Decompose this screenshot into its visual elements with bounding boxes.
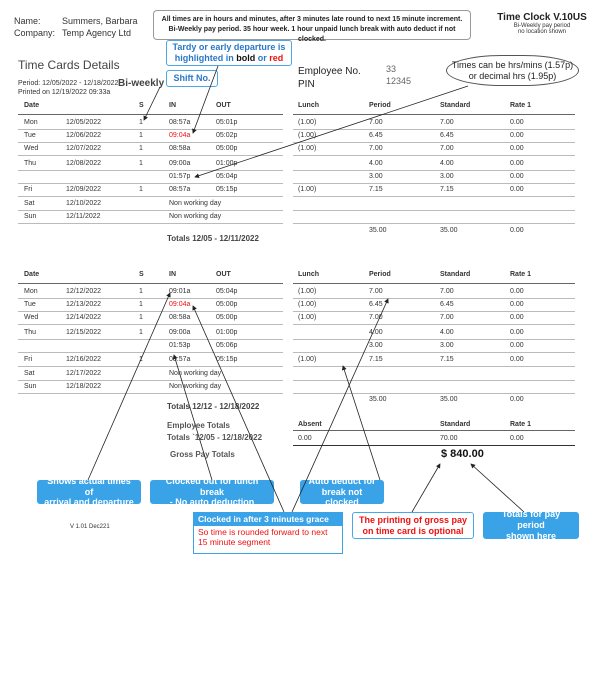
cell-period: 6.45 [369,301,383,308]
row-divider [293,183,575,184]
tardy-or: or [257,53,267,63]
cell-in: 08:58a [169,145,191,152]
cell-in: 09:00a [169,160,191,167]
cell-standard: 6.45 [440,132,454,139]
cell-rate: 0.00 [510,356,524,363]
week-total-rate: 0.00 [510,227,524,234]
tardy-text: highlighted in [174,53,234,63]
cell-day: Thu [24,160,37,167]
row-divider [293,129,575,130]
row-divider [18,170,283,171]
totals-range-label: Totals `12/05 - 12/18/2022 [167,433,263,442]
row-divider [293,223,575,224]
cell-day: Thu [24,329,37,336]
header-divider-right [293,114,575,115]
header-divider-right [293,283,575,284]
company-label: Company: [14,28,56,38]
hrs-line-1: Times can be hrs/mins (1.57p) [451,59,574,70]
absent-header: Absent [298,421,322,428]
row-divider [18,142,283,143]
row-divider [18,298,283,299]
row-divider [18,223,283,224]
app-title-block [492,12,592,35]
gross-line-2: on time card is optional [362,525,464,536]
period-text: Period: 12/05/2022 - 12/18/2022 [18,80,119,87]
employee-no-label: Employee No. [298,66,361,77]
col-header-period: Period [369,102,391,109]
row-divider [293,311,575,312]
cell-in: Non working day [169,370,222,377]
row-divider [18,183,283,184]
row-divider [18,210,283,211]
cell-standard: 7.15 [440,356,454,363]
cell-s: 1 [139,132,143,139]
cell-lunch: (1.00) [298,301,317,308]
col-header-s: S [139,271,144,278]
row-divider [293,196,575,197]
standard-header-summary: Standard [440,421,471,428]
cell-in: 08:57a [169,119,191,126]
header-divider-left [18,283,283,284]
cell-in: 08:58a [169,314,191,321]
row-divider [293,170,575,171]
company-value: Temp Agency Ltd [62,28,132,38]
cell-rate: 0.00 [510,288,524,295]
row-divider [293,352,575,353]
week-total-rate: 0.00 [510,396,524,403]
cell-s: 1 [139,356,143,363]
cell-day: Mon [24,288,38,295]
cell-rate: 0.00 [510,186,524,193]
pin-label: PIN [298,79,315,90]
cell-rate: 0.00 [510,132,524,139]
cell-day: Fri [24,356,33,363]
cell-standard: 6.45 [440,301,454,308]
row-divider [293,324,575,325]
cell-out: 05:04p [216,288,238,295]
col-header-standard: Standard [440,102,471,109]
cell-in: 09:01a [169,288,191,295]
cell-out: 05:15p [216,186,238,193]
col-header-rate: Rate 1 [510,102,532,109]
cell-date: 12/09/2022 [66,186,102,193]
notice-line-2: Bi-Weekly pay period. 35 hour week. 1 hour unpaid lunch break with auto deduct if not clocked. [168,25,456,43]
cell-in: Non working day [169,213,222,220]
row-divider [18,393,283,394]
cell-lunch: (1.00) [298,119,317,126]
week-total-period: 35.00 [369,396,387,403]
cell-date: 12/05/2022 [66,119,102,126]
cell-in: 09:00a [169,329,191,336]
cell-standard: 4.00 [440,160,454,167]
name-label: Name: [14,16,41,26]
cell-lunch: (1.00) [298,356,317,363]
cell-period: 7.15 [369,356,383,363]
cell-out: 05:00p [216,145,238,152]
auto-line-2: break not clocked [321,486,363,508]
name-value: Summers, Barbara [62,16,138,26]
cell-s: 1 [139,301,143,308]
cell-day: Sun [24,383,37,390]
cell-in: 08:57a [169,356,191,363]
cell-rate: 0.00 [510,342,524,349]
col-header-period: Period [369,271,391,278]
cell-date: 12/15/2022 [66,329,102,336]
row-divider [18,352,283,353]
lunch-callout [150,475,274,508]
tardy-line-1: Tardy or early departure is [172,42,286,53]
cell-date: 12/16/2022 [66,356,102,363]
col-header-s: S [139,102,144,109]
cell-rate: 0.00 [510,173,524,180]
cell-out: 05:00p [216,314,238,321]
cell-day: Wed [24,145,39,152]
auto-line-1: Auto deduct for [308,475,376,486]
cell-date: 12/13/2022 [66,301,102,308]
cell-period: 6.45 [369,132,383,139]
rate-header-summary: Rate 1 [510,421,532,428]
row-divider [18,380,283,381]
row-divider [293,339,575,340]
cell-date: 12/10/2022 [66,200,102,207]
cell-out: 01:00p [216,329,238,336]
cell-lunch: (1.00) [298,314,317,321]
cell-out: 05:02p [216,132,238,139]
gross-arrow [412,464,440,512]
cell-period: 7.00 [369,314,383,321]
tardy-red: red [269,53,284,63]
cell-date: 12/14/2022 [66,314,102,321]
cell-in: 09:04a [169,132,191,139]
row-divider [293,298,575,299]
col-header-rate: Rate 1 [510,271,532,278]
week-totals-label: Totals 12/05 - 12/11/2022 [167,234,259,243]
col-header-in: IN [169,102,176,109]
row-divider [18,155,283,156]
row-divider [18,196,283,197]
cell-day: Tue [24,301,36,308]
pin-value: 12345 [386,76,412,86]
totals-line-2: shown here [505,530,556,541]
cell-in: 01:57p [169,173,191,180]
cell-date: 12/11/2022 [66,213,101,220]
employee-totals-label: Employee Totals [167,421,230,430]
cell-lunch: (1.00) [298,132,317,139]
cell-s: 1 [139,329,143,336]
cell-date: 12/17/2022 [66,370,102,377]
cell-date: 12/07/2022 [66,145,102,152]
version-text: V 1.01 Dec221 [70,524,110,530]
cell-day: Tue [24,132,36,139]
cell-lunch: (1.00) [298,186,317,193]
hrs-line-2: or decimal hrs (1.95p) [468,70,557,81]
row-divider [18,366,283,367]
cell-period: 3.00 [369,342,383,349]
cell-s: 1 [139,186,143,193]
cell-lunch: (1.00) [298,288,317,295]
col-header-out: OUT [216,271,231,278]
gross-optional-callout [352,512,474,539]
standard-value-summary: 70.00 [440,435,458,442]
cell-s: 1 [139,119,143,126]
cell-standard: 7.00 [440,288,454,295]
cell-in: Non working day [169,383,222,390]
cell-rate: 0.00 [510,119,524,126]
app-subtitle-1: Bi-Weekly pay period [513,23,571,29]
row-divider [293,393,575,394]
cell-standard: 4.00 [440,329,454,336]
col-header-date: Date [24,271,40,278]
cell-in: 09:04a [169,301,191,308]
cell-standard: 3.00 [440,173,454,180]
cell-day: Mon [24,119,38,126]
row-divider [293,210,575,211]
week-total-standard: 35.00 [440,396,458,403]
cell-rate: 0.00 [510,314,524,321]
cell-lunch: (1.00) [298,145,317,152]
cell-out: 05:04p [216,173,238,180]
cell-date: 12/18/2022 [66,383,102,390]
gross-pay-value: $ 840.00 [441,448,484,460]
cell-period: 7.00 [369,288,383,295]
shift-callout: Shift No. [166,70,218,87]
cell-period: 7.15 [369,186,383,193]
cell-period: 3.00 [369,173,383,180]
rate-value-summary: 0.00 [510,435,524,442]
auto-arrow [343,366,380,480]
notice-box [153,10,471,43]
hrs-callout [446,55,579,86]
row-divider [293,380,575,381]
col-header-in: IN [169,271,176,278]
col-header-lunch: Lunch [298,102,319,109]
cell-rate: 0.00 [510,329,524,336]
cell-s: 1 [139,145,143,152]
grace-callout [193,512,343,554]
cell-day: Sun [24,213,37,220]
cell-standard: 3.00 [440,342,454,349]
cell-out: 05:15p [216,356,238,363]
notice-line-1: All times are in hours and minutes, after 3 minutes late round to next 15 minute increment. [161,16,463,23]
row-divider [293,155,575,156]
cell-s: 1 [139,314,143,321]
cell-in: 08:57a [169,186,191,193]
absent-value: 0.00 [298,435,312,442]
printed-text: Printed on 12/19/2022 09:33a [18,89,111,96]
week-totals-label: Totals 12/12 - 12/18/2022 [167,402,260,411]
cell-date: 12/08/2022 [66,160,102,167]
cell-in: Non working day [169,200,222,207]
cell-standard: 7.00 [440,145,454,152]
cell-period: 4.00 [369,329,383,336]
cell-date: 12/06/2022 [66,132,102,139]
auto-deduct-callout [300,475,384,508]
cell-period: 7.00 [369,145,383,152]
employee-no-value: 33 [386,64,397,74]
cell-rate: 0.00 [510,145,524,152]
gross-line-1: The printing of gross pay [358,514,467,525]
tardy-bold: bold [236,53,256,63]
tardy-line-2 [175,53,284,64]
cell-day: Wed [24,314,39,321]
cell-period: 7.00 [369,119,383,126]
lunch-line-1: Clocked out for lunch break [165,475,259,497]
col-header-date: Date [24,102,40,109]
lunch-line-2: - No auto deduction [169,497,255,508]
row-divider [293,142,575,143]
cell-rate: 0.00 [510,160,524,167]
cell-s: 1 [139,288,143,295]
week-total-period: 35.00 [369,227,387,234]
grace-line-2: So time is rounded forward to next [198,526,328,537]
row-divider [18,311,283,312]
summary-bottom-line [293,445,575,446]
grace-line-1: Clocked in after 3 minutes grace [194,513,342,526]
actual-line-1: Shows actual times of [47,475,131,497]
app-subtitle-2: no location shown [517,29,567,35]
col-header-standard: Standard [440,271,471,278]
cell-standard: 7.00 [440,119,454,126]
biweekly-label: Bi-weekly [118,78,165,89]
cell-rate: 0.00 [510,301,524,308]
grace-line-3: 15 minute segment [198,537,271,548]
row-divider [18,324,283,325]
cell-out: 05:01p [216,119,238,126]
cell-standard: 7.00 [440,314,454,321]
totals-arrow [471,464,524,512]
cell-day: Sat [24,200,35,207]
cell-standard: 7.15 [440,186,454,193]
cell-period: 4.00 [369,160,383,167]
actual-line-2: arrival and departure [44,497,134,508]
cell-out: 01:00p [216,160,238,167]
gross-pay-label: Gross Pay Totals [170,450,235,459]
cell-out: 05:00p [216,301,238,308]
cell-out: 05:06p [216,342,238,349]
app-title: Time Clock V.10US [497,12,587,23]
week-total-standard: 35.00 [440,227,458,234]
row-divider [293,366,575,367]
shift-arrow [144,87,160,120]
cell-date: 12/12/2022 [66,288,102,295]
tardy-callout [166,40,292,66]
actual-times-callout [37,475,141,508]
cell-day: Fri [24,186,33,193]
pay-period-totals-callout [483,509,579,541]
cell-day: Sat [24,370,35,377]
cell-in: 01:53p [169,342,191,349]
col-header-out: OUT [216,102,231,109]
cell-s: 1 [139,160,143,167]
row-divider [18,129,283,130]
page-title: Time Cards Details [18,58,120,72]
row-divider [18,339,283,340]
summary-divider [293,430,575,431]
totals-line-1: Totals for pay period [501,509,561,531]
header-divider-left [18,114,283,115]
col-header-lunch: Lunch [298,271,319,278]
